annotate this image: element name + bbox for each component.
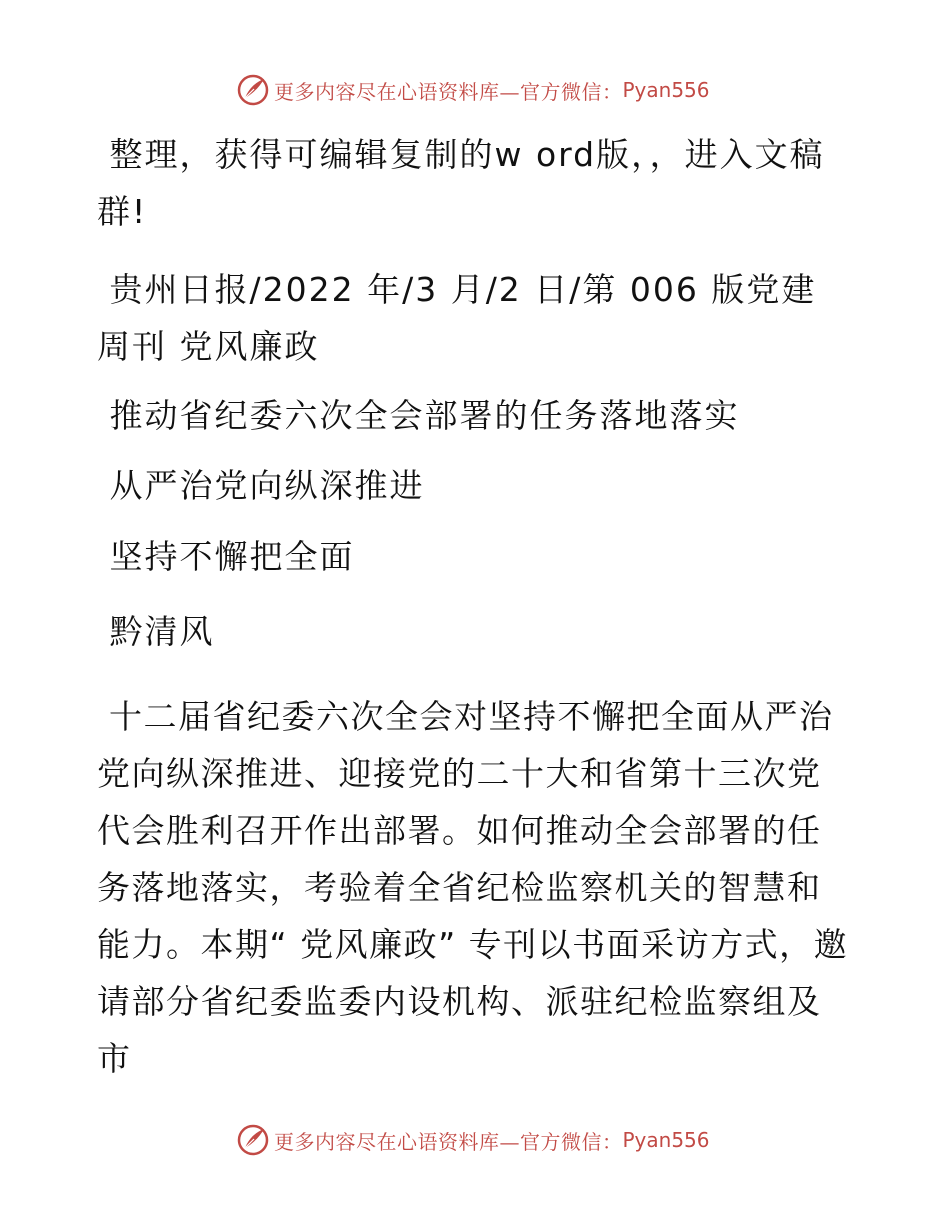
feather-pen-logo-icon bbox=[236, 73, 270, 107]
title-line-2: 从严治党向纵深推进 bbox=[97, 466, 425, 505]
watermark-text: 更多内容尽在心语资料库—官方微信： bbox=[274, 79, 623, 104]
title-line-1: 推动省纪委六次全会部署的任务落地落实 bbox=[97, 396, 740, 435]
feather-pen-logo-icon bbox=[236, 1123, 270, 1157]
header-watermark bbox=[236, 72, 710, 108]
intro-paragraph: 整理，获得可编辑复制的w ord版，，进入文稿群! bbox=[97, 135, 825, 231]
footer-watermark bbox=[236, 1122, 710, 1158]
watermark-wechat-id: Pyan556 bbox=[622, 78, 710, 102]
source-line: 贵州日报/2022 年/3 月/2 日/第 006 版党建周刊 党风廉政 bbox=[97, 270, 817, 366]
title-line-4: 黔清风 bbox=[97, 612, 215, 651]
watermark-wechat-id: Pyan556 bbox=[622, 1128, 710, 1152]
watermark-text: 更多内容尽在心语资料库—官方微信： bbox=[274, 1129, 623, 1154]
body-paragraph: 十二届省纪委六次全会对坚持不懈把全面从严治党向纵深推进、迎接党的二十大和省第十三次党代会胜利召开作出部署。如何推动全会部署的任务落地落实，考验着全省纪检监察机关的智慧和能力。本期“ 党风廉政” 专刊以书面采访方式，邀请部分省纪委监委内设机构、派驻纪检监察组及市 bbox=[97, 697, 849, 1078]
title-line-3: 坚持不懈把全面 bbox=[97, 537, 355, 576]
